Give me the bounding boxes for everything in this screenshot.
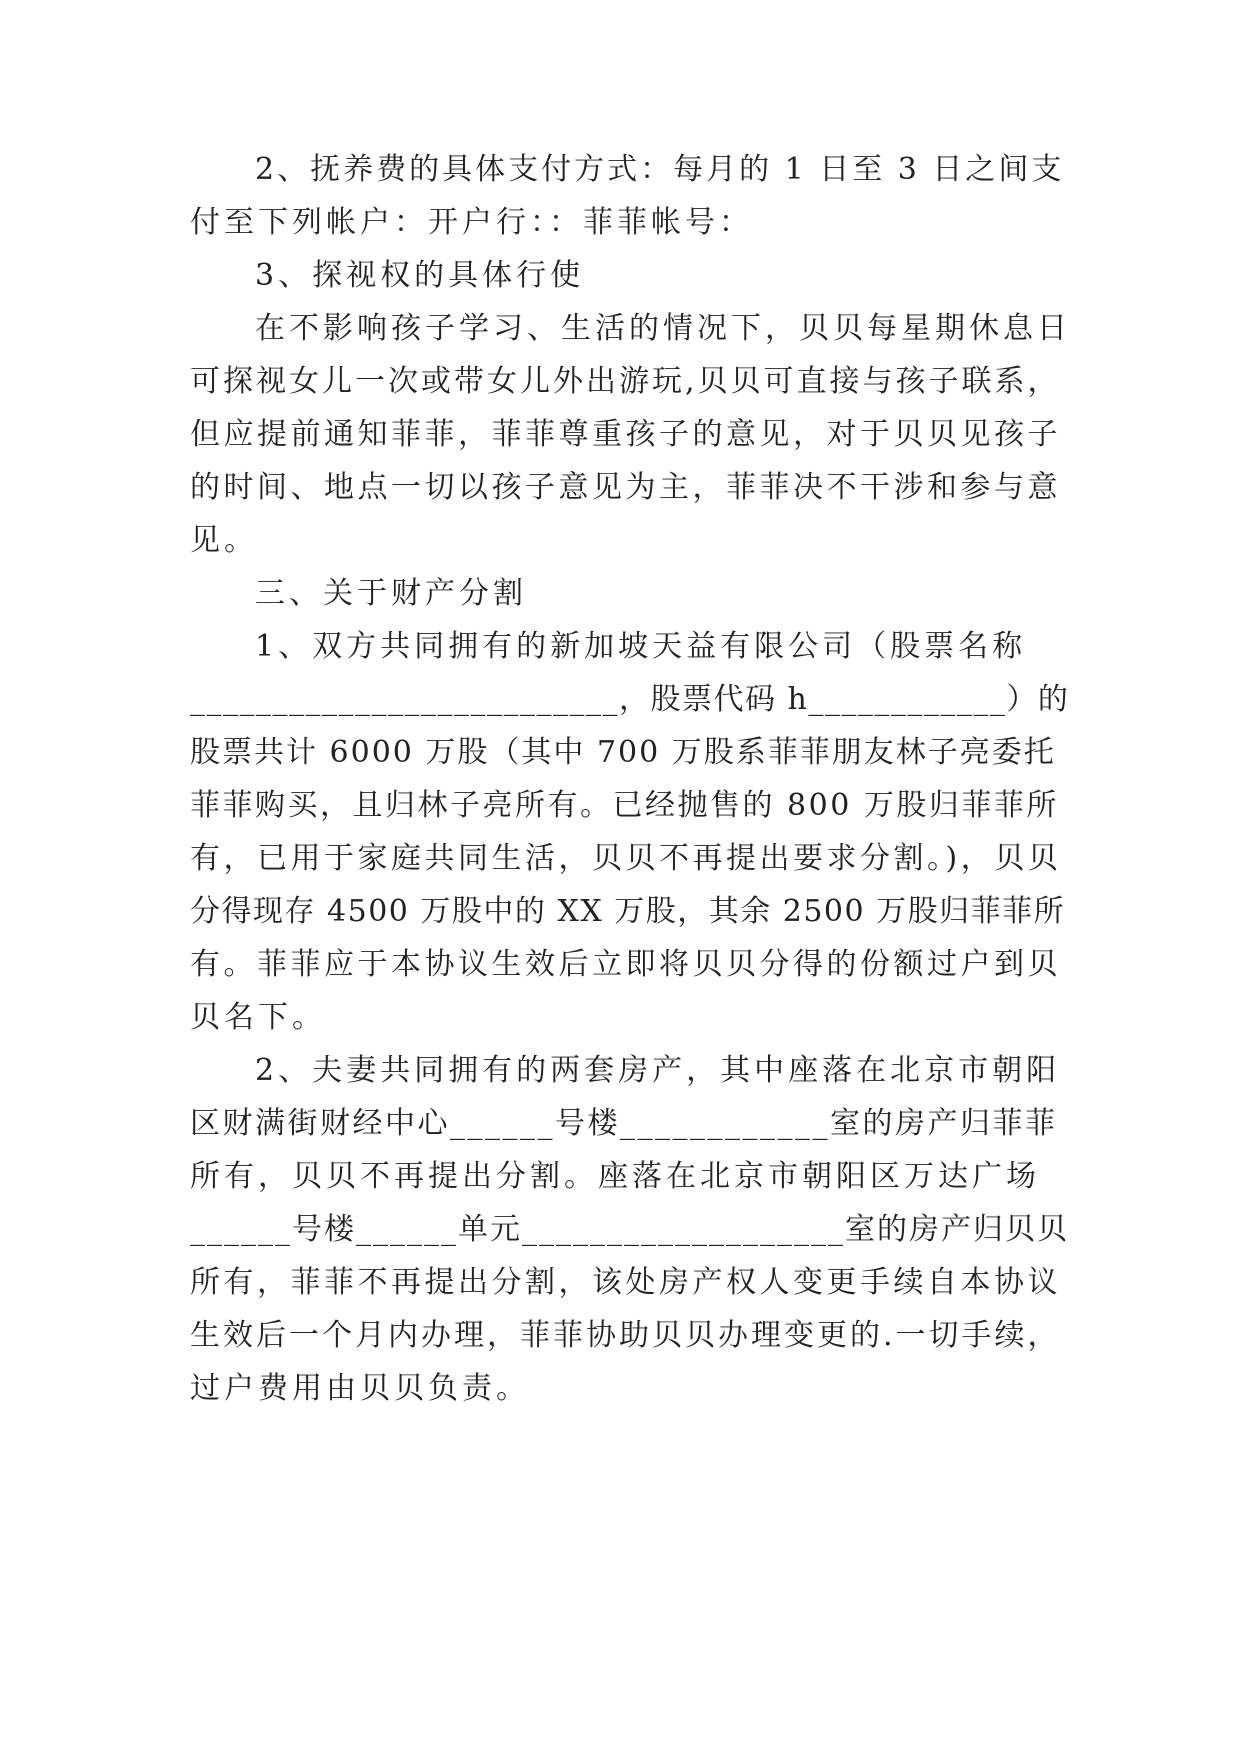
paragraph-alimony-payment-line-1: 2、抚养费的具体支付方式：每月的 1 日至 3 日之间支 xyxy=(255,152,1065,187)
paragraph-visitation-line-1: 在不影响孩子学习、生活的情况下，贝贝每星期休息日 xyxy=(255,311,1071,346)
paragraph-real-estate-line-6: 生效后一个月内办理，菲菲协助贝贝办理变更的.一切手续， xyxy=(190,1318,1061,1353)
paragraph-shares-line-1: 1、双方共同拥有的新加坡天益有限公司（股票名称 xyxy=(255,629,1027,664)
paragraph-visitation-line-5: 见。 xyxy=(190,523,258,558)
paragraph-alimony-payment-line-2: 付至下列帐户：开户行：：菲菲帐号： xyxy=(190,205,753,240)
paragraph-visitation-line-2: 可探视女儿一次或带女儿外出游玩,贝贝可直接与孩子联系， xyxy=(190,364,1061,399)
paragraph-shares-line-8: 贝名下。 xyxy=(190,1000,326,1035)
paragraph-visitation-line-3: 但应提前通知菲菲，菲菲尊重孩子的意见，对于贝贝见孩子 xyxy=(190,417,1061,452)
paragraph-real-estate-line-1: 2、夫妻共同拥有的两套房产，其中座落在北京市朝阳 xyxy=(255,1053,1061,1088)
paragraph-real-estate-line-5: 所有，菲菲不再提出分割，该处房产权人变更手续自本协议 xyxy=(190,1265,1061,1300)
paragraph-real-estate-line-3: 所有，贝贝不再提出分割。座落在北京市朝阳区万达广场 xyxy=(190,1159,1040,1194)
paragraph-shares-line-3: 股票共计 6000 万股（其中 700 万股系菲菲朋友林子亮委托 xyxy=(190,735,1056,770)
section-heading-property-division: 三、关于财产分割 xyxy=(255,576,527,611)
paragraph-real-estate-line-7: 过户费用由贝贝负责。 xyxy=(190,1371,530,1406)
paragraph-shares-line-5: 有，已用于家庭共同生活，贝贝不再提出要求分割。)，贝贝 xyxy=(190,841,1062,876)
paragraph-shares-line-7: 有。菲菲应于本协议生效后立即将贝贝分得的份额过户到贝 xyxy=(190,947,1061,982)
paragraph-shares-line-2: __________________________，股票代码 h____________）的 xyxy=(190,682,1070,717)
paragraph-visitation-line-4: 的时间、地点一切以孩子意见为主，菲菲决不干涉和参与意 xyxy=(190,470,1061,505)
paragraph-real-estate-line-2: 区财满街财经中心______号楼____________室的房产归菲菲 xyxy=(190,1106,1058,1141)
paragraph-shares-line-4: 菲菲购买，且归林子亮所有。已经抛售的 800 万股归菲菲所 xyxy=(190,788,1059,823)
heading-visitation-rights: 3、探视权的具体行使 xyxy=(255,258,585,293)
paragraph-shares-line-6: 分得现存 4500 万股中的 XX 万股，其余 2500 万股归菲菲所 xyxy=(190,894,1066,929)
paragraph-real-estate-line-4: ______号楼______单元___________________室的房产归贝贝 xyxy=(190,1212,1069,1247)
